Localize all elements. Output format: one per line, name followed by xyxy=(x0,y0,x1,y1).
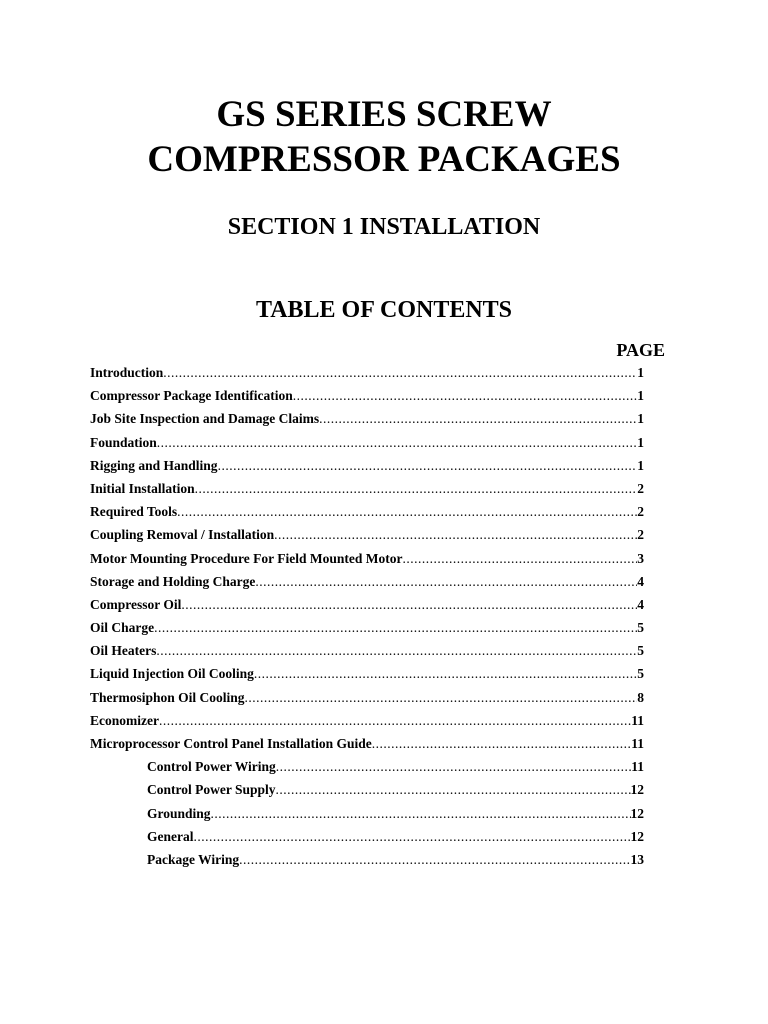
toc-leader-dots xyxy=(402,547,637,570)
toc-entry-label: Control Power Supply xyxy=(147,782,276,798)
toc-leader-dots xyxy=(255,570,637,593)
toc-entry-page: 12 xyxy=(630,782,644,798)
toc-entry-page: 1 xyxy=(637,365,644,380)
toc-entry-label: Required Tools xyxy=(90,504,178,520)
toc-entry-label: Economizer xyxy=(90,712,159,728)
toc-entry-page: 2 xyxy=(637,480,644,496)
toc-leader-dots xyxy=(194,825,631,848)
toc-subentry-grounding xyxy=(90,802,644,825)
toc-entry-label: Oil Charge xyxy=(90,620,155,636)
toc-entry-page: 5 xyxy=(637,620,644,636)
toc-entry-page: 4 xyxy=(637,573,644,589)
toc-title: TABLE OF CONTENTS xyxy=(255,297,513,323)
toc-entry-page: 4 xyxy=(637,596,644,612)
toc-leader-dots xyxy=(372,732,631,755)
toc-entry-label: Grounding xyxy=(147,805,211,821)
toc-entry-job-site-inspection xyxy=(90,407,644,430)
toc-entry-page: 1 xyxy=(637,388,644,404)
toc-subentry-control-power-supply xyxy=(90,778,644,801)
toc-entry-page: 12 xyxy=(630,805,644,821)
toc-entry-compressor-oil xyxy=(90,593,644,616)
toc-entry-label: General xyxy=(147,828,194,844)
toc-entry-coupling-removal xyxy=(90,523,644,546)
toc-entry-label: Compressor Package Identification xyxy=(90,388,293,404)
toc-leader-dots xyxy=(159,709,631,732)
toc-entry-label: Package Wiring xyxy=(147,851,240,867)
toc-entry-oil-heaters xyxy=(90,639,644,662)
toc-leader-dots xyxy=(293,384,638,407)
toc-leader-dots xyxy=(276,778,631,801)
toc-entry-label: Compressor Oil xyxy=(90,596,182,612)
toc-subentry-general xyxy=(90,825,644,848)
toc-leader-dots xyxy=(276,755,631,778)
toc-leader-dots xyxy=(211,802,631,825)
toc-leader-dots xyxy=(319,407,637,430)
toc-entry-liquid-injection-oil-cooling xyxy=(90,662,644,685)
toc-entry-page: 1 xyxy=(637,457,644,473)
toc-entry-economizer xyxy=(90,709,644,732)
toc-subentry-control-power-wiring xyxy=(90,755,644,778)
toc-entry-label: Liquid Injection Oil Cooling xyxy=(90,666,254,682)
toc-entry-page: 5 xyxy=(637,666,644,682)
toc-entry-page: 1 xyxy=(637,434,644,450)
toc-entry-page: 2 xyxy=(637,504,644,520)
toc-entry-page: 5 xyxy=(637,643,644,659)
toc-entry-label: Oil Heaters xyxy=(90,643,157,659)
toc-leader-dots xyxy=(181,593,637,616)
toc-entry-page: 2 xyxy=(637,527,644,543)
toc-entry-label: Motor Mounting Procedure For Field Mounted Motor xyxy=(90,550,403,566)
toc-leader-dots xyxy=(254,662,637,685)
toc-entry-label: Thermosiphon Oil Cooling xyxy=(90,689,245,705)
toc-entry-label: Coupling Removal / Installation xyxy=(90,527,275,543)
toc-leader-dots xyxy=(177,500,637,523)
toc-entry-page: 11 xyxy=(631,736,644,751)
toc-entry-storage-and-holding-charge xyxy=(90,570,644,593)
toc-leader-dots xyxy=(274,523,637,546)
toc-leader-dots xyxy=(218,454,638,477)
toc-entry-page: 11 xyxy=(631,759,644,775)
toc-entry-label: Initial Installation xyxy=(90,480,195,496)
toc-entry-compressor-package-identification xyxy=(90,384,644,407)
toc-leader-dots xyxy=(239,848,630,871)
page-column-label: PAGE xyxy=(616,340,665,360)
toc-subentry-package-wiring xyxy=(90,848,644,871)
document-title-line-2: COMPRESSOR PACKAGES xyxy=(147,139,621,180)
toc-leader-dots xyxy=(163,361,637,384)
toc-entry-label: Control Power Wiring xyxy=(147,759,276,775)
toc-entry-thermosiphon-oil-cooling xyxy=(90,686,644,709)
toc-leader-dots xyxy=(156,639,637,662)
toc-entry-microprocessor-control-panel xyxy=(90,732,644,755)
toc-entry-required-tools xyxy=(90,500,644,523)
toc-entry-label: Storage and Holding Charge xyxy=(90,573,256,589)
toc-leader-dots xyxy=(154,616,637,639)
toc-entry-oil-charge xyxy=(90,616,644,639)
table-of-contents xyxy=(90,361,644,871)
toc-entry-label: Rigging and Handling xyxy=(90,457,218,473)
toc-entry-label: Foundation xyxy=(90,434,157,450)
toc-entry-page: 3 xyxy=(637,550,644,566)
toc-leader-dots xyxy=(195,477,638,500)
toc-entry-introduction xyxy=(90,361,644,384)
toc-entry-initial-installation xyxy=(90,477,644,500)
toc-entry-label: Introduction xyxy=(90,365,164,380)
toc-entry-page: 1 xyxy=(637,411,644,427)
document-title-line-1: GS SERIES SCREW xyxy=(216,94,552,135)
toc-entry-motor-mounting-procedure xyxy=(90,547,644,570)
toc-entry-page: 13 xyxy=(630,851,644,867)
toc-entry-label: Job Site Inspection and Damage Claims xyxy=(90,411,320,427)
section-title: SECTION 1 INSTALLATION xyxy=(227,214,541,240)
toc-entry-page: 8 xyxy=(637,689,644,705)
toc-leader-dots xyxy=(157,431,637,454)
toc-entry-rigging-and-handling xyxy=(90,454,644,477)
toc-entry-page: 11 xyxy=(631,712,644,728)
toc-entry-label: Microprocessor Control Panel Installation Guide xyxy=(90,736,372,751)
toc-leader-dots xyxy=(245,686,638,709)
toc-entry-page: 12 xyxy=(630,828,644,844)
toc-entry-foundation xyxy=(90,431,644,454)
